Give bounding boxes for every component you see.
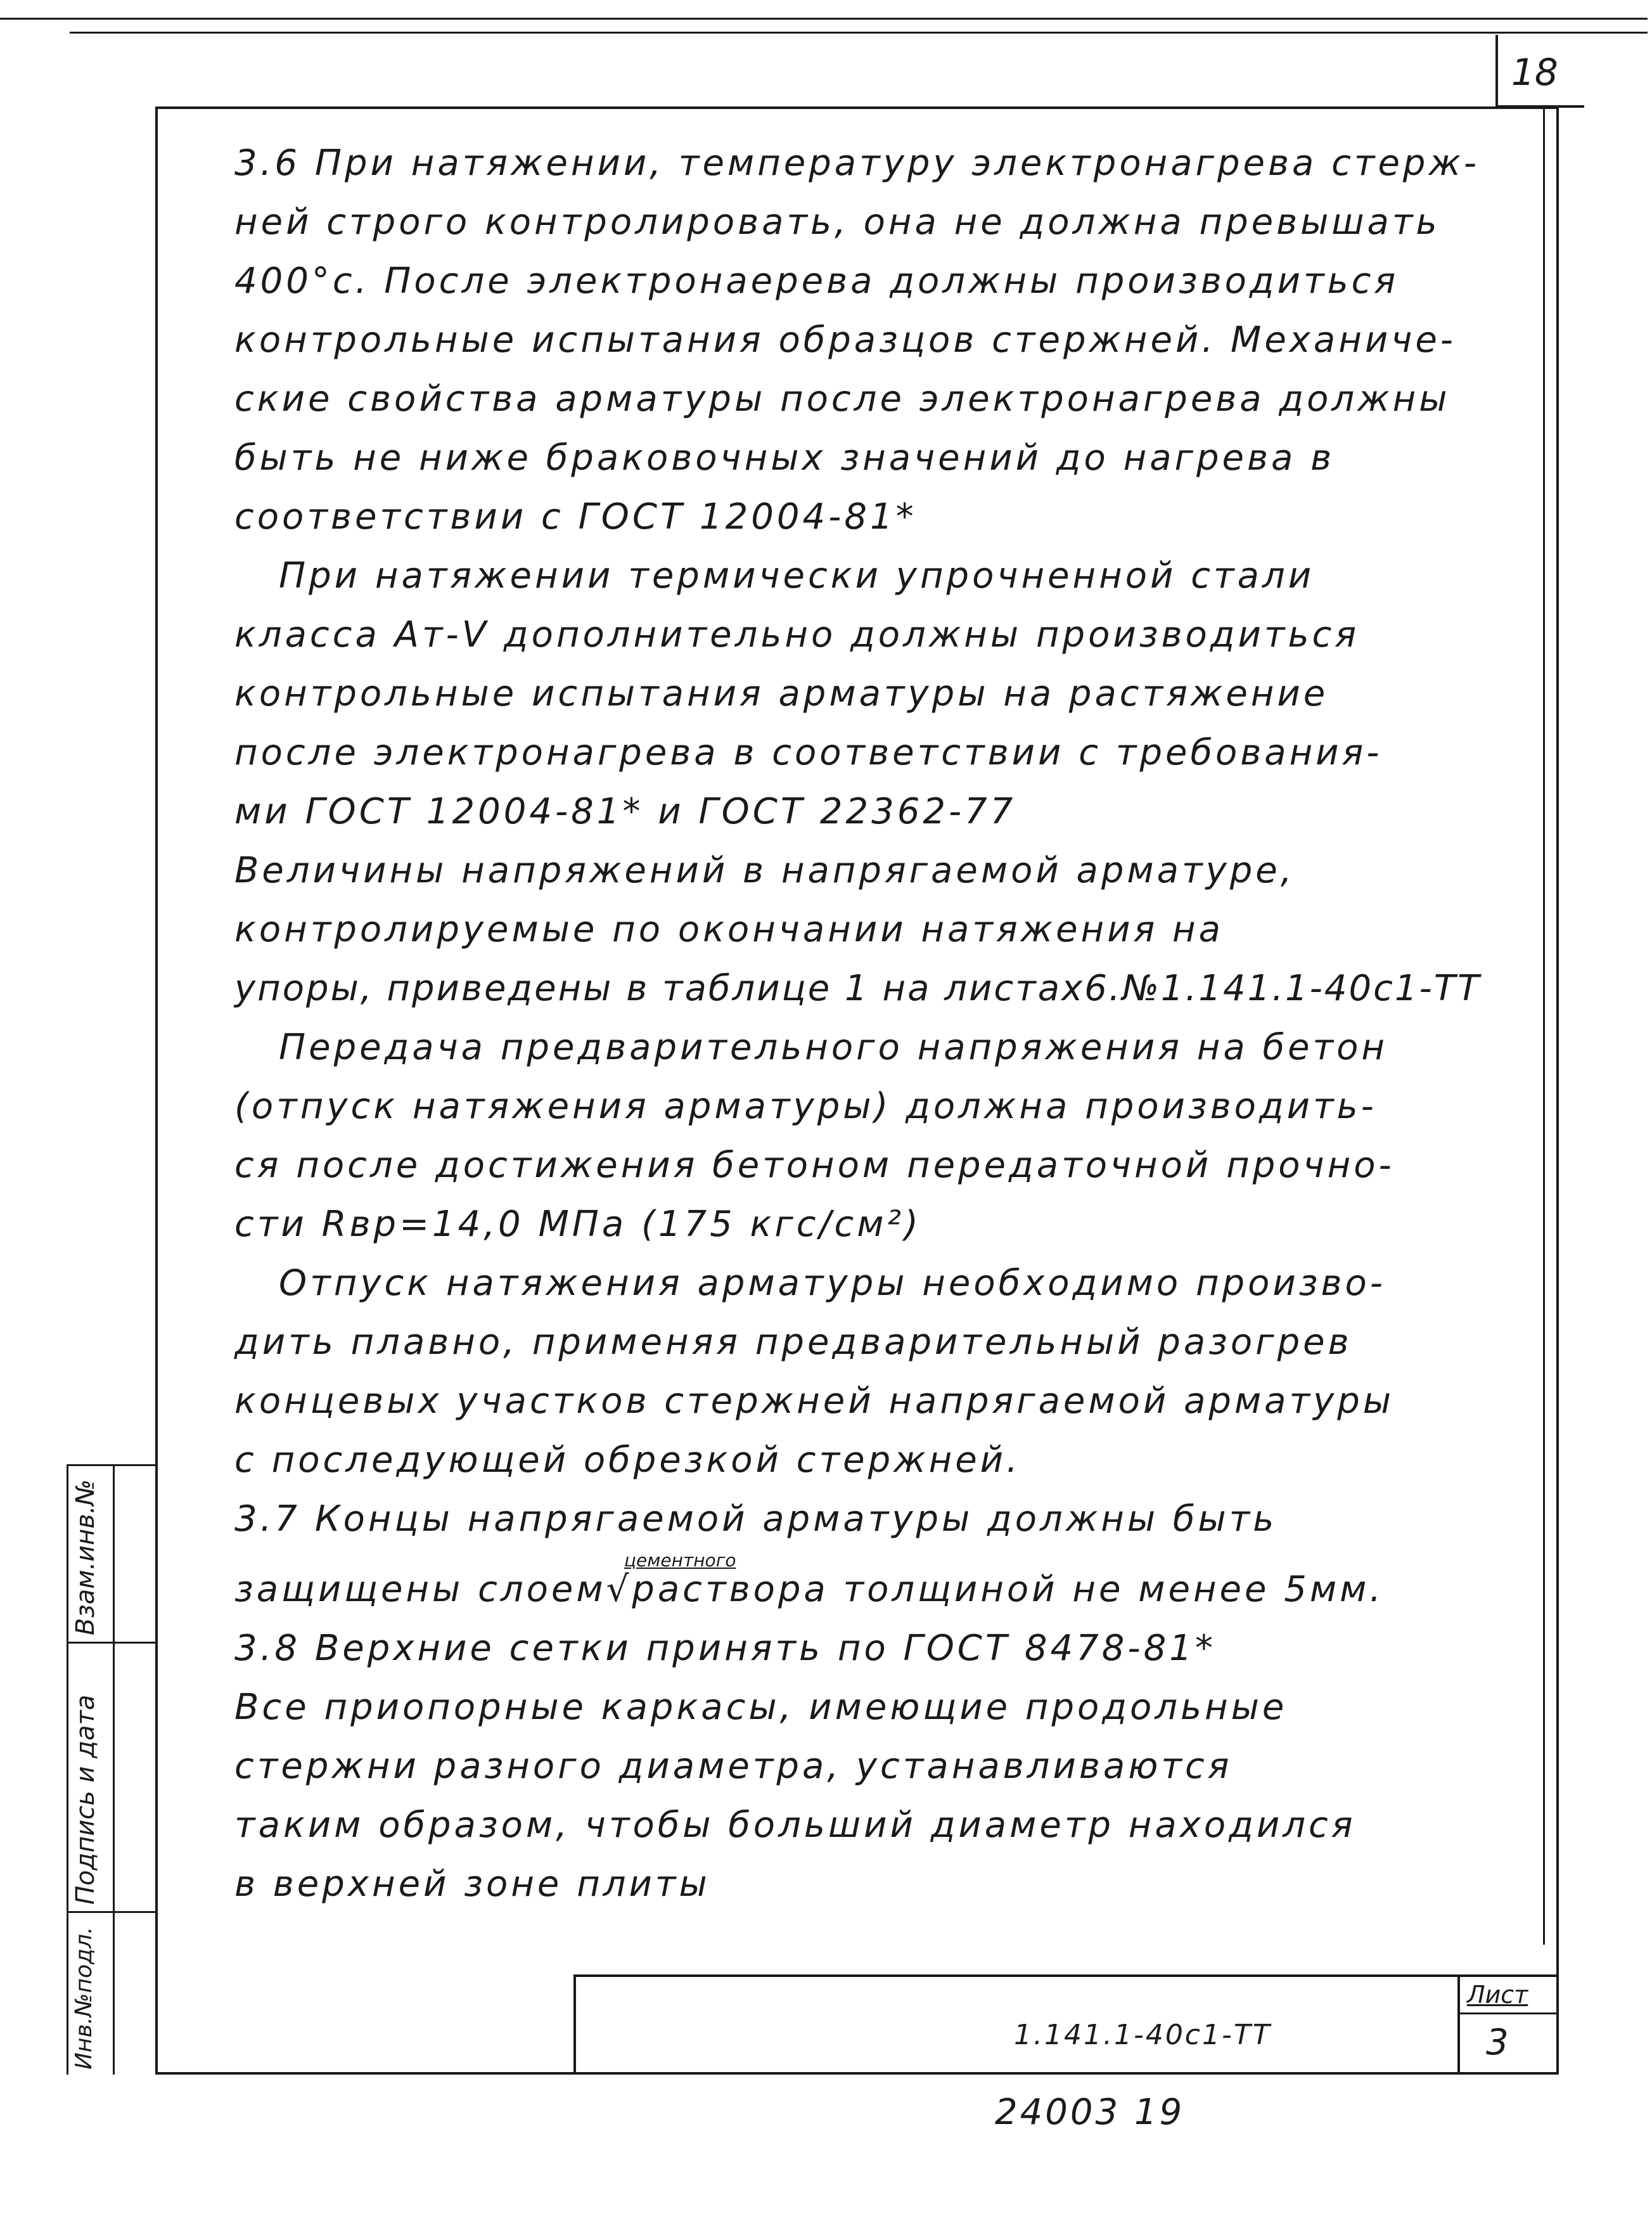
body-line: контрольные испытания образцов стержней. Механиче- (234, 319, 1456, 361)
side-label-replacement-inv: Взам.инв.№ (71, 1479, 100, 1635)
page-number: 18 (1511, 51, 1558, 94)
body-line: стержни разного диаметра, устанавливаются (234, 1746, 1233, 1787)
body-line: (отпуск натяжения арматуры) должна производить- (234, 1086, 1377, 1127)
top-rule-2 (70, 32, 1648, 34)
body-line: контролируемые по окончании натяжения на (234, 909, 1224, 950)
body-line: защищены слоем√раствора толщиной не менее 5мм. (234, 1569, 1385, 1610)
body-line: 400°с. После электронаерева должны производиться (234, 261, 1399, 302)
side-stamp-div-2 (67, 1911, 155, 1913)
title-block-top (573, 1974, 1559, 1977)
body-line: таким образом, чтобы больший диаметр находился (234, 1805, 1356, 1846)
sheet-number: 3 (1486, 2022, 1509, 2063)
body-line: быть не ниже браковочных значений до нагрева в (234, 437, 1335, 479)
body-line: дить плавно, применяя предварительный разогрев (234, 1322, 1352, 1363)
body-line: концевых участков стержней напрягаемой арматуры (234, 1381, 1395, 1422)
side-label-original-inv: Инв.№подл. (71, 1926, 97, 2070)
body-line: после электронагрева в соответствии с требования- (234, 732, 1383, 773)
footer-number: 24003 19 (995, 2092, 1185, 2133)
body-line: ские свойства арматуры после электронагрева должны (234, 378, 1450, 420)
side-stamp-div-1 (67, 1642, 155, 1644)
right-border-inner (1543, 106, 1545, 1945)
side-stamp-left-line (67, 1464, 68, 2075)
body-line: класса Ат-Ⅴ дополнительно должны производиться (234, 614, 1360, 655)
side-stamp-top (67, 1464, 155, 1466)
body-line: 3.7 Концы напрягаемой арматуры должны быть (234, 1498, 1277, 1540)
body-line: упоры, приведены в таблице 1 на листах6.№1.141.1-40с1-ТТ (234, 968, 1482, 1009)
title-block-left (573, 1974, 576, 2075)
body-line: в верхней зоне плиты (234, 1864, 710, 1905)
insert-note: цементного (624, 1550, 736, 1571)
body-line: 3.8 Верхние сетки принять по ГОСТ 8478-81* (234, 1628, 1216, 1669)
body-line: ми ГОСТ 12004-81* и ГОСТ 22362-77 (234, 791, 1016, 832)
side-label-signature-date: Подпись и дата (71, 1694, 100, 1905)
body-line: сти Rвр=14,0 МПа (175 кгс/см²) (234, 1204, 921, 1245)
body-line: Все приопорные каркасы, имеющие продольные (234, 1687, 1288, 1728)
body-line: При натяжении термически упрочненной стали (279, 555, 1315, 596)
body-line: контрольные испытания арматуры на растяжение (234, 673, 1329, 714)
sheet-label: Лист (1467, 1981, 1528, 2009)
title-block-sheet-div (1457, 2012, 1559, 2014)
body-line: Величины напряжений в напрягаемой арматуре, (234, 850, 1295, 891)
document-code: 1.141.1-40с1-ТТ (1014, 2019, 1272, 2051)
body-line: 3.6 При натяжении, температуру электронагрева стерж- (234, 143, 1480, 184)
side-stamp-mid-line (113, 1464, 115, 2075)
body-line: ней строго контролировать, она не должна превышать (234, 202, 1440, 243)
body-line: с последующей обрезкой стержней. (234, 1439, 1021, 1481)
top-rule (0, 18, 1648, 20)
body-line: Передача предварительного напряжения на бетон (279, 1027, 1388, 1068)
body-line: соответствии с ГОСТ 12004-81* (234, 496, 917, 538)
body-line: ся после достижения бетоном передаточной прочно- (234, 1145, 1395, 1186)
body-line: Отпуск натяжения арматуры необходимо произво- (279, 1263, 1386, 1304)
title-block-sheet-sep (1457, 1974, 1460, 2075)
